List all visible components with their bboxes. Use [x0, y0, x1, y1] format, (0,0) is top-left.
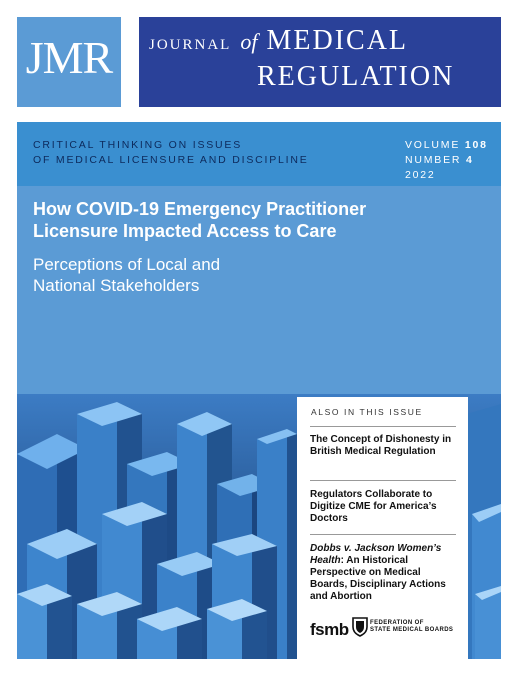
jmr-logo-text: JMR: [25, 32, 113, 83]
title-prefix: JOURNAL: [149, 37, 232, 53]
divider: [310, 480, 456, 481]
issue-info: [405, 138, 488, 183]
shield-icon: [352, 617, 368, 637]
feature-subhead: [33, 254, 333, 296]
year: 2022: [405, 169, 436, 181]
title-word-medical: MEDICAL: [266, 25, 409, 56]
tagline-line2: OF MEDICAL LICENSURE AND DISCIPLINE: [33, 154, 309, 166]
divider: [310, 426, 456, 427]
article-digitize-cme: Regulators Collaborate to Digitize CME for America’s Doctors: [310, 489, 437, 524]
fsmb-wordmark: fsmb: [310, 620, 349, 639]
article-dobbs-italic: Dobbs v. Jackson Women’s Health: [310, 543, 442, 566]
jmr-logo: [17, 17, 121, 107]
number-label: NUMBER: [405, 154, 462, 166]
publisher-name: [370, 620, 453, 634]
headline-line1: How COVID-19 Emergency Practitioner: [33, 199, 367, 219]
tagline: [33, 138, 309, 168]
also-in-this-issue-panel: [297, 397, 468, 659]
info-band: [17, 122, 501, 186]
article-dishonesty: The Concept of Dishonesty in British Medical Regulation: [310, 434, 452, 457]
subhead-line2: National Stakeholders: [33, 276, 200, 295]
title-word-regulation: REGULATION: [257, 61, 455, 92]
title-of: of: [240, 29, 258, 54]
headline-line2: Licensure Impacted Access to Care: [33, 221, 337, 241]
cover-panel: [17, 122, 501, 659]
sidebar-heading: ALSO IN THIS ISSUE: [311, 407, 423, 417]
journal-title-line1: [149, 27, 408, 55]
article-dobbs-rest: : An Historical Perspective on Medical Boards, Disciplinary Actions and Abortion: [310, 555, 446, 602]
number-value: 4: [466, 154, 474, 166]
volume-number: 108: [464, 139, 488, 151]
feature-headline: [33, 198, 493, 242]
number-line: [405, 153, 488, 168]
volume-line: [405, 138, 488, 153]
subhead-line1: Perceptions of Local and: [33, 255, 221, 274]
publisher-name-line2: STATE MEDICAL BOARDS: [370, 627, 454, 633]
fsmb-logo: [310, 615, 460, 645]
volume-label: VOLUME: [405, 139, 461, 151]
article-dobbs: [310, 543, 460, 603]
divider: [310, 534, 456, 535]
publisher-name-line1: FEDERATION OF: [370, 620, 424, 626]
journal-title-block: [139, 17, 501, 107]
tagline-line1: CRITICAL THINKING ON ISSUES: [33, 139, 243, 151]
